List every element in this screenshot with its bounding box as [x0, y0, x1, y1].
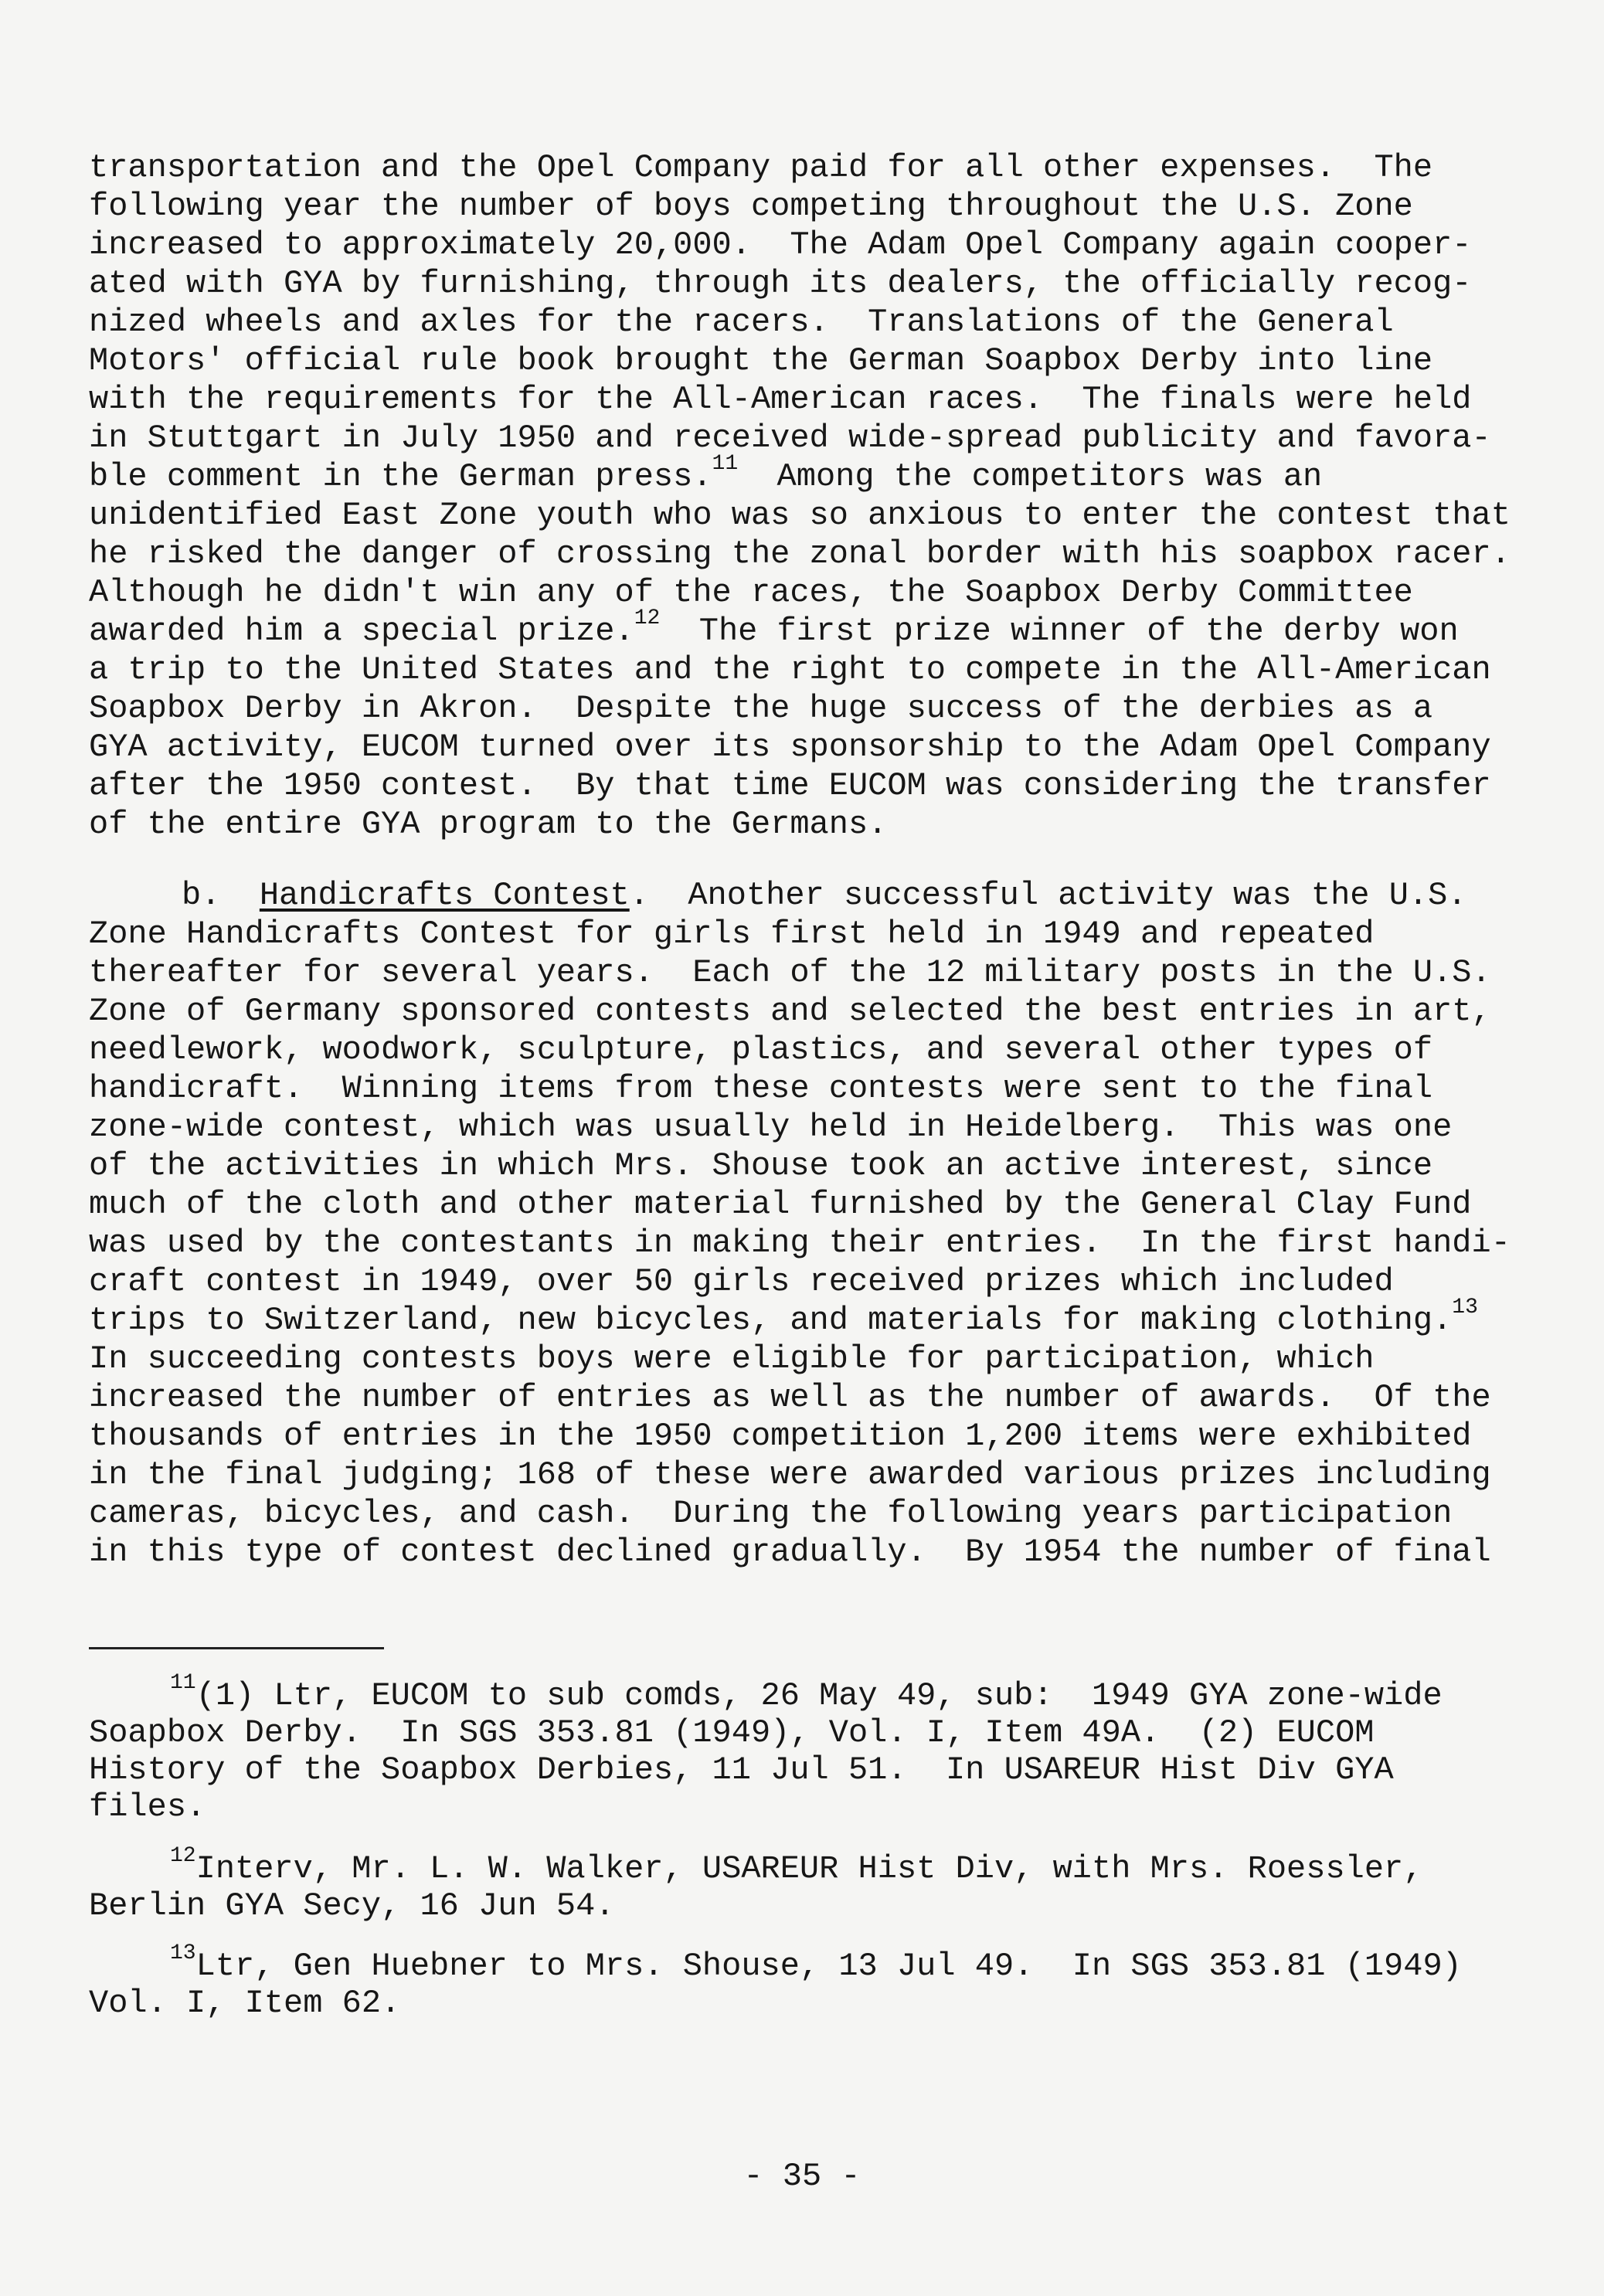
footnote-line: History of the Soapbox Derbies, 11 Jul 51. In USAREUR Hist Div GYA — [89, 1751, 1394, 1788]
section-heading: Handicrafts Contest — [259, 877, 630, 914]
text-line: in Stuttgart in July 1950 and received wide-spread publicity and favora- — [89, 419, 1491, 457]
text-line: unidentified East Zone youth who was so anxious to enter the contest that — [89, 497, 1511, 534]
footnote-12 — [89, 1844, 1541, 1924]
text-line — [89, 452, 1541, 496]
text-line: nized wheels and axles for the racers. Translations of the General — [89, 304, 1394, 341]
footnote-separator — [89, 1647, 384, 1649]
text-segment: awarded him a special prize. — [89, 613, 634, 650]
footnote-13 — [89, 1941, 1541, 2022]
text-line: Motors' official rule book brought the German Soapbox Derby into line — [89, 342, 1433, 379]
text-line: Zone of Germany sponsored contests and selected the best entries in art, — [89, 993, 1491, 1030]
footnote-11 — [89, 1671, 1541, 1826]
text-line: In succeeding contests boys were eligible for participation, which — [89, 1340, 1375, 1377]
section-lead: b. — [182, 877, 221, 914]
text-segment: . Another successful activity was the U.S. — [629, 877, 1467, 914]
text-line: increased the number of entries as well as the number of awards. Of the — [89, 1379, 1491, 1416]
footnote-ref-13: 13 — [1452, 1296, 1478, 1320]
text-line: Zone Handicrafts Contest for girls first held in 1949 and repeated — [89, 915, 1375, 953]
text-segment: ble comment in the German press. — [89, 458, 712, 495]
footnote-number: 12 — [170, 1844, 196, 1868]
paragraph-handicrafts-contest — [89, 876, 1541, 1571]
text-line — [89, 606, 1541, 650]
text-line: in this type of contest declined gradually. By 1954 the number of final — [89, 1533, 1491, 1571]
text-line: cameras, bicycles, and cash. During the following years participation — [89, 1495, 1453, 1532]
footnote-line — [89, 1844, 1541, 1887]
text-line: of the activities in which Mrs. Shouse took an active interest, since — [89, 1147, 1433, 1184]
footnote-line: files. — [89, 1788, 206, 1826]
paragraph-soapbox-derby — [89, 148, 1541, 844]
text-line: zone-wide contest, which was usually held in Heidelberg. This was one — [89, 1109, 1453, 1146]
text-segment: Ltr, Gen Huebner to Mrs. Shouse, 13 Jul 49. In SGS 353.81 (1949) — [195, 1948, 1462, 1985]
text-line: after the 1950 contest. By that time EUCOM was considering the transfer — [89, 767, 1491, 804]
text-line: was used by the contestants in making their entries. In the first handi- — [89, 1224, 1511, 1262]
text-line: increased to approximately 20,000. The Adam Opel Company again cooper- — [89, 226, 1472, 263]
text-line: he risked the danger of crossing the zonal border with his soapbox racer. — [89, 535, 1511, 572]
text-line — [89, 1296, 1541, 1340]
text-segment: Interv, Mr. L. W. Walker, USAREUR Hist Div, with Mrs. Roessler, — [195, 1850, 1423, 1887]
text-line: needlework, woodwork, sculpture, plastics, and several other types of — [89, 1031, 1433, 1068]
text-line: with the requirements for the All-American races. The finals were held — [89, 381, 1472, 418]
text-line: Although he didn't win any of the races, the Soapbox Derby Committee — [89, 574, 1413, 611]
text-segment: trips to Switzerland, new bicycles, and materials for making clothing. — [89, 1302, 1453, 1339]
footnote-line: Berlin GYA Secy, 16 Jun 54. — [89, 1887, 615, 1924]
footnote-ref-12: 12 — [634, 606, 661, 630]
text-line: GYA activity, EUCOM turned over its sponsorship to the Adam Opel Company — [89, 729, 1491, 766]
text-line: a trip to the United States and the right to compete in the All-American — [89, 651, 1491, 688]
text-line: ated with GYA by furnishing, through its dealers, the officially recog- — [89, 265, 1472, 302]
text-line: Soapbox Derby in Akron. Despite the huge success of the derbies as a — [89, 690, 1433, 727]
text-segment: Among the competitors was an — [738, 458, 1323, 495]
text-segment: The first prize winner of the derby won — [660, 613, 1459, 650]
page-number: - 35 - — [743, 2158, 861, 2195]
text-line: transportation and the Opel Company paid for all other expenses. The — [89, 149, 1433, 186]
footnote-number: 11 — [170, 1671, 196, 1695]
footnote-line — [89, 1941, 1541, 1985]
text-line: of the entire GYA program to the Germans. — [89, 806, 888, 843]
text-line: craft contest in 1949, over 50 girls received prizes which included — [89, 1263, 1394, 1300]
text-segment: (1) Ltr, EUCOM to sub comds, 26 May 49, sub: 1949 GYA zone-wide — [195, 1677, 1443, 1714]
text-line: in the final judging; 168 of these were awarded various prizes including — [89, 1456, 1491, 1493]
text-line — [89, 876, 1541, 915]
text-line: thousands of entries in the 1950 competition 1,200 items were exhibited — [89, 1418, 1472, 1455]
footnote-ref-11: 11 — [712, 452, 739, 476]
footnote-line: Vol. I, Item 62. — [89, 1985, 401, 2022]
text-line: thereafter for several years. Each of the 12 military posts in the U.S. — [89, 954, 1491, 991]
text-line: handicraft. Winning items from these contests were sent to the final — [89, 1070, 1433, 1107]
footnote-number: 13 — [170, 1941, 196, 1965]
text-line: much of the cloth and other material furnished by the General Clay Fund — [89, 1186, 1472, 1223]
footnote-line — [89, 1671, 1541, 1714]
text-line: following year the number of boys competing throughout the U.S. Zone — [89, 188, 1413, 225]
footnote-line: Soapbox Derby. In SGS 353.81 (1949), Vol. I, Item 49A. (2) EUCOM — [89, 1714, 1375, 1751]
